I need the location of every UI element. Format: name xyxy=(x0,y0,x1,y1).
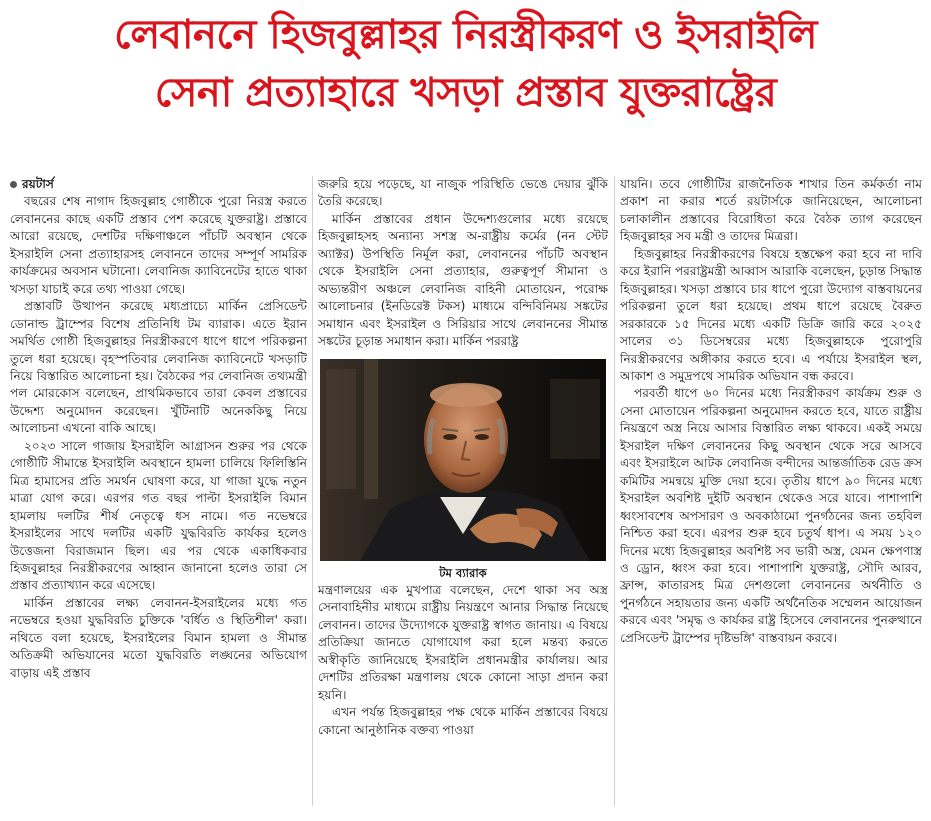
portrait-photo xyxy=(320,359,606,561)
paragraph: মার্কিন প্রস্তাবের লক্ষ্য লেবানন-ইসরাইলের মধ্যে গত নভেম্বরে হওয়া যুদ্ধবিরতি চুক্তিকে 'বর্ধিত ও স্থিতিশীল' করা। নথিতে বলা হয়েছে, ইসরাইলের বিমান হামলা ও সীমান্ত অতিক্রমী অভিযানের মতো যুদ্ধবিরতি লঙ্ঘনের অভিযোগ বাড়ায় এই প্রস্তাব xyxy=(10,595,307,680)
photo-caption: টম ব্যারাক xyxy=(439,565,487,580)
paragraph: যায়নি। তবে গোষ্ঠীটির রাজনৈতিক শাখার তিন কর্মকর্তা নাম প্রকাশ না করার শর্তে রয়টার্সকে জানিয়েছেন, আলোচনা চলাকালীন প্রস্তাবের বিরোধিতা করে বৈঠক ত্যাগ করেছেন হিজবুল্লাহর সব মন্ত্রী ও তাদের মিত্ররা। xyxy=(620,177,922,244)
article-column-2 xyxy=(318,176,608,739)
byline xyxy=(10,176,307,193)
paragraph: ২০২৩ সালে গাজায় ইসরাইলি আগ্রাসন শুরুর পর থেকে গোষ্ঠীটি সীমান্তে ইসরাইলি অবস্থানে হামলা চালিয়ে ফিলিস্তিনি মিত্র হামাসের প্রতি সমর্থন ঘোষণা করে, যা গাজা যুদ্ধে নতুন মাত্রা যোগ করে। এরপর গত বছর পাল্টা ইসরাইলি বিমান হামলায় দলটির শীর্ষ নেতৃত্বে ধস নামে। গত নভেম্বরে ইসরাইলের সাথে দলটির একটি যুদ্ধবিরতি কার্যকর হলেও উত্তেজনা বিরাজমান ছিল। এর পর থেকে একাধিকবার হিজবুল্লাহর নিরস্ত্রীকরণের আহ্বান জানানো হলেও তারা সে প্রস্তাব প্রত্যাখ্যান করে এসেছে। xyxy=(10,438,307,593)
column-divider xyxy=(312,176,313,806)
headline-line-2: সেনা প্রত্যাহারে খসড়া প্রস্তাব যুক্তরাষ্ট্রের xyxy=(154,70,777,116)
headline-line-1: লেবাননে হিজবুল্লাহর নিরস্ত্রীকরণ ও ইসরাইলি xyxy=(114,12,817,58)
paragraph: জরুরি হয়ে পড়েছে, যা নাজুক পরিস্থিতি ভেঙে দেয়ার ঝুঁকি তৈরি করেছে। xyxy=(318,177,608,209)
bullet-icon xyxy=(10,181,17,188)
paragraph: মার্কিন প্রস্তাবের প্রধান উদ্দেশ্যগুলোর মধ্যে রয়েছে হিজবুল্লাহসহ অন্যান্য সশস্ত্র অ-রাষ্ট্রীয় কর্মের (নন স্টেট অ্যাক্টর) উপস্থিতি নির্মূল করা, লেবাননের পাঁচটি অবস্থান থেকে ইসরাইলি সেনা প্রত্যাহার, গুরুত্বপূর্ণ সীমানা ও অভ্যন্তরীণ অঞ্চলে লেবানিজ বাহিনী মোতায়েন, পরোক্ষ আলোচনার (ইনডিরেক্ট টকস) মাধ্যমে বন্দিবিনিময় সঙ্কটের সমাধান এবং ইসরাইল ও সিরিয়ার সাথে লেবাননের সীমান্ত সঙ্কটের চূড়ান্ত সমাধান করা। মার্কিন পররাষ্ট্র xyxy=(318,211,608,349)
paragraph: বছরের শেষ নাগাদ হিজবুল্লাহ গোষ্ঠীকে পুরো নিরস্ত্র করতে লেবাননের কাছে একটি প্রস্তাব পেশ করেছে যুক্তরাষ্ট্র। প্রস্তাবে আরো রয়েছে, দেশটির দক্ষিণাঞ্চলে পাঁচটি অবস্থান থেকে ইসরাইলি সেনা প্রত্যাহারসহ লেবাননে তাদের সম্পূর্ণ সামরিক কার্যক্রমের অবসান ঘটানো। লেবানিজ ক্যাবিনেটের হাতে থাকা খসড়া যাচাই করে তথ্য পাওয়া গেছে। xyxy=(10,194,307,296)
article-column-1 xyxy=(10,176,307,682)
headline xyxy=(8,6,923,122)
portrait-illustration xyxy=(320,359,606,561)
paragraph: পরবর্তী ধাপে ৬০ দিনের মধ্যে নিরস্ত্রীকরণ কার্যক্রম শুরু ও সেনা মোতায়েন পরিকল্পনা অনুমোদন করতে হবে, যাতে রাষ্ট্রীয় নিয়ন্ত্রণে অস্ত্র নিয়ে আসার বিস্তারিত লক্ষ্য থাকবে। একই সময়ে ইসরাইল দক্ষিণ লেবাননের কিছু অবস্থান থেকে সরে আসবে এবং ইসরাইলে আটক লেবানিজ বন্দীদের আন্তর্জাতিক রেড ক্রস কমিটির সমন্বয়ে মুক্তি দেয়া হবে। তৃতীয় ধাপে ৯০ দিনের মধ্যে ইসরাইল অবশিষ্ট দুইটি অবস্থান থেকেও সরে যাবে। পাশাপাশি ধ্বংসাবশেষ অপসারণ ও অবকাঠামো পুনর্গঠনের জন্য তহবিল নিশ্চিত করা হবে। এরপর শুরু হবে চতুর্থ ধাপ। এ সময় ১২০ দিনের মধ্যে হিজবুল্লাহর অবশিষ্ট সব ভারী অস্ত্র, যেমন ক্ষেপণাস্ত্র ও ড্রোন, ধ্বংস করা হবে। পাশাপাশি যুক্তরাষ্ট্র, সৌদি আরব, ফ্রান্স, কাতারসহ মিত্র দেশগুলো লেবাননের অর্থনীতি ও পুনর্গঠনে সহায়তার জন্য একটি অর্থনৈতিক সম্মেলন আয়োজন করবে এবং 'সমৃদ্ধ ও কার্যকর রাষ্ট্র হিসেবে লেবাননের পুনরুত্থানে প্রেসিডেন্ট ট্রাম্পের দৃষ্টিভঙ্গি' বাস্তবায়ন করবে। xyxy=(620,386,922,645)
paragraph: এখন পর্যন্ত হিজবুল্লাহর পক্ষ থেকে মার্কিন প্রস্তাবের বিষয়ে কোনো আনুষ্ঠানিক বক্তব্য পাওয়া xyxy=(318,705,608,737)
article-column-3 xyxy=(620,176,922,647)
paragraph: হিজবুল্লাহর নিরস্ত্রীকরণের বিষয়ে হস্তক্ষেপ করা হবে না দাবি করে ইরানি পররাষ্ট্রমন্ত্রী আব্বাস আরাকি বলেছেন, চূড়ান্ত সিদ্ধান্ত হিজবুল্লাহর। খসড়া প্রস্তাবে চার ধাপে পুরো উদ্যোগ বাস্তবায়নের পরিকল্পনা তুলে ধরা হয়েছে। প্রথম ধাপে রয়েছে বৈরুত সরকারকে ১৫ দিনের মধ্যে একটি ডিক্রি জারি করে ২০২৫ সালের ৩১ ডিসেম্বরের মধ্যে হিজবুল্লাহকে পুরোপুরি নিরস্ত্রীকরণের অঙ্গীকার করতে হবে। এ পর্যায়ে ইসরাইল স্থল, আকাশ ও সমুদ্রপথে সামরিক অভিযান বন্ধ করবে। xyxy=(620,246,922,383)
paragraph: প্রস্তাবটি উত্থাপন করেছে মধ্যপ্রাচ্যে মার্কিন প্রেসিডেন্ট ডোনাল্ড ট্রাম্পের বিশেষ প্রতিনিধি টম ব্যারাক। এতে ইরান সমর্থিত গোষ্ঠী হিজবুল্লাহর নিরস্ত্রীকরণে ধাপে ধাপে পরিকল্পনা তুলে ধরা হয়েছে। বৃহস্পতিবার লেবানিজ ক্যাবিনেটে খসড়াটি নিয়ে বিস্তারিত আলোচনা হয়। বৈঠকের পর লেবানিজ তথ্যমন্ত্রী পল মোরকোস বলেছেন, প্রাথমিকভাবে তারা কেবল প্রস্তাবের উদ্দেশ্য অনুমোদন করেছেন। খুঁটিনাটি অনেককিছু নিয়ে আলোচনা এখনো বাকি আছে। xyxy=(10,299,307,436)
column-divider xyxy=(614,176,615,806)
paragraph: মন্ত্রণালয়ের এক মুখপাত্র বলেছেন, দেশে থাকা সব অস্ত্র সেনাবাহিনীর মাধ্যমে রাষ্ট্রীয় নিয়ন্ত্রণে আনার সিদ্ধান্ত নিয়েছে লেবানন। তাদের উদ্যোগকে যুক্তরাষ্ট্র স্বাগত জানায়। এ বিষয়ে প্রতিক্রিয়া জানতে যোগাযোগ করা হলে মন্তব্য করতে অস্বীকৃতি জানিয়েছে ইসরাইলি প্রধানমন্ত্রীর কার্যালয়। আর দেশটির প্রতিরক্ষা মন্ত্রণালয় থেকে কোনো সাড়া প্রদান করা হয়নি। xyxy=(318,582,608,702)
byline-text: রয়টার্স xyxy=(22,177,54,191)
